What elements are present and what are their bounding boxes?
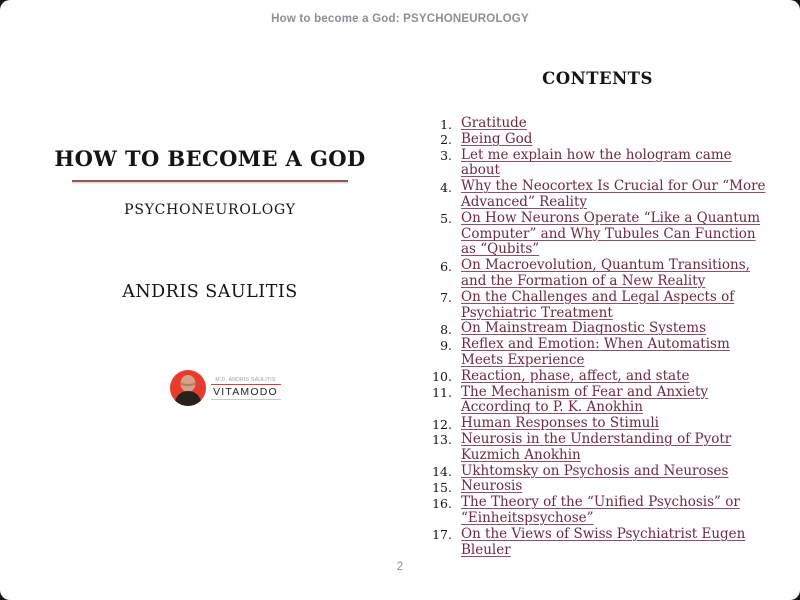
toc-number: 5. (440, 211, 452, 227)
logo-gray-divider (211, 399, 281, 400)
toc-link[interactable]: On Mainstream Diagnostic Systems (461, 320, 706, 337)
toc-item (425, 432, 770, 464)
toc-item (425, 321, 770, 337)
toc-number: 2. (440, 132, 452, 148)
toc-item (425, 385, 770, 417)
toc-item (425, 148, 770, 180)
toc-item (425, 116, 770, 132)
toc-number: 6. (440, 258, 452, 274)
contents-page (425, 0, 770, 600)
toc-link[interactable]: Gratitude (461, 115, 527, 131)
book-author: ANDRIS SAULITIS (122, 282, 298, 302)
toc-link[interactable]: The Theory of the “Unified Psychosis” or “Einheitspsychose” (461, 494, 740, 526)
toc-link[interactable]: Ukhtomsky on Psychosis and Neuroses (461, 462, 729, 479)
toc-item (425, 479, 770, 495)
logo-name-line: M.D. ANDRIS SAULITIS (215, 376, 276, 383)
toc-item (425, 179, 770, 211)
page-number: 2 (396, 561, 404, 573)
toc-number: 10. (432, 369, 452, 385)
toc-item (425, 369, 770, 385)
toc-link[interactable]: Neurosis in the Understanding of Pyotr Kuzmich Anokhin (461, 430, 732, 463)
toc-link[interactable]: Let me explain how the hologram came about (461, 146, 732, 179)
toc-item (425, 495, 770, 527)
toc-link[interactable]: Neurosis (461, 478, 523, 495)
toc-item (425, 464, 770, 480)
toc-item (425, 211, 770, 258)
toc-number: 3. (440, 148, 452, 164)
toc-link[interactable]: Reflex and Emotion: When Automatism Meets Experience (461, 336, 730, 368)
toc-number: 8. (440, 321, 452, 337)
toc-number: 11. (432, 385, 452, 401)
logo-text-block (211, 377, 281, 400)
vitamodo-logo (55, 370, 395, 406)
toc-number: 12. (432, 416, 452, 432)
toc-link[interactable]: Human Responses to Stimuli (461, 415, 659, 432)
toc-link[interactable]: The Mechanism of Fear and Anxiety According to P. K. Anokhin (461, 383, 709, 416)
contents-heading: CONTENTS (542, 69, 653, 88)
toc-number: 4. (440, 179, 452, 195)
book-title: HOW TO BECOME A GOD (54, 146, 366, 171)
author-avatar-icon (170, 370, 206, 406)
toc-link[interactable]: Being God (461, 130, 533, 147)
toc-number: 16. (432, 495, 452, 511)
toc-link[interactable]: On the Challenges and Legal Aspects of Psychiatric Treatment (461, 288, 735, 321)
logo-red-divider (211, 384, 281, 385)
toc-item (425, 258, 770, 290)
toc-item (425, 337, 770, 369)
toc-link[interactable]: On Macroevolution, Quantum Transitions, and the Formation of a New Reality (461, 257, 750, 289)
logo-brand-line: VITAMODO (213, 385, 278, 398)
toc-list (425, 116, 770, 558)
toc-number: 15. (432, 479, 452, 495)
toc-number: 9. (440, 337, 452, 353)
toc-link[interactable]: On How Neurons Operate “Like a Quantum Computer” and Why Tubules Can Function as “Qubits” (461, 209, 761, 258)
toc-number: 14. (432, 464, 452, 480)
toc-number: 17. (432, 527, 452, 543)
book-subtitle: PSYCHONEUROLOGY (124, 202, 296, 218)
toc-link[interactable]: Why the Neocortex Is Crucial for Our “More Advanced” Reality (461, 178, 766, 210)
toc-item (425, 416, 770, 432)
toc-item (425, 132, 770, 148)
title-page (40, 0, 380, 600)
toc-link[interactable]: On the Views of Swiss Psychiatrist Eugen Bleuler (461, 525, 746, 558)
toc-number: 7. (440, 290, 452, 306)
toc-link[interactable]: Reaction, phase, affect, and state (461, 367, 690, 384)
book-header-title: How to become a God: PSYCHONEUROLOGY (271, 13, 529, 25)
toc-item (425, 290, 770, 322)
title-divider (72, 180, 348, 182)
toc-number: 1. (440, 116, 452, 132)
toc-item (425, 527, 770, 559)
toc-number: 13. (432, 432, 452, 448)
